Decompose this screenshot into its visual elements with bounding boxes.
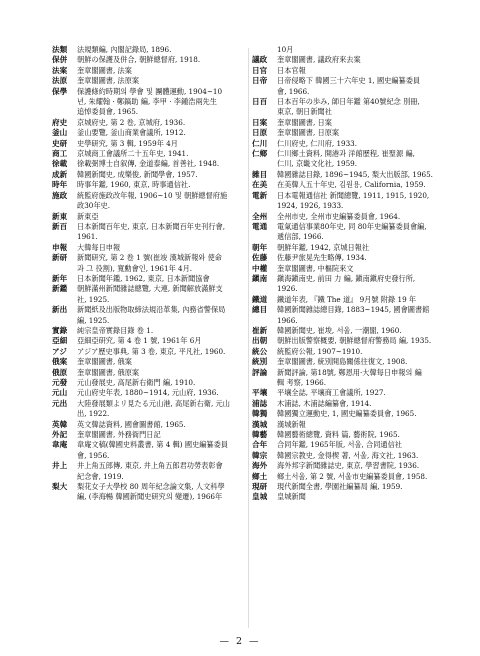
abbreviation-label: 鄉土: [252, 471, 268, 481]
source-description: 平壤全誌, 平壤商工會議所, 1927.: [277, 388, 386, 398]
abbreviation-label: 佐藤: [252, 253, 268, 263]
source-description: 韓國藝術總覽, 資料 篇, 藝術院, 1965.: [277, 430, 400, 440]
abbreviation-entry: [52, 212, 244, 222]
abbreviation-label: 議政: [252, 55, 268, 65]
abbreviation-label: 漢城: [252, 419, 268, 429]
abbreviation-label: 韓獨: [252, 409, 268, 419]
abbreviation-label: 俄案: [52, 357, 68, 367]
abbreviation-entry: [252, 191, 452, 212]
abbreviation-entry: [252, 420, 452, 430]
source-description: 木浦誌, 木浦誌編纂會, 1914.: [277, 398, 372, 408]
abbreviation-entry: [252, 440, 452, 450]
abbreviation-entry: [252, 66, 452, 76]
source-description: 鐵道年表, 『鐵 The 道』 9月號 附錄 19 年: [277, 294, 417, 304]
abbreviation-label: 元發: [52, 378, 68, 387]
abbreviation-label: 電通: [252, 221, 268, 231]
abbreviation-label: 日原: [252, 128, 268, 138]
abbreviation-entry: [252, 295, 452, 305]
abbreviation-entry: [52, 76, 244, 86]
abbreviation-label: 全州: [252, 211, 268, 221]
source-description: 統監府公報, 1907~1910.: [277, 346, 363, 356]
source-description: 釜山要覽, 釜山商業會議所, 1912.: [77, 128, 186, 138]
abbreviation-entry: [252, 97, 452, 118]
abbreviation-entry: [252, 430, 452, 440]
abbreviation-entry: [252, 472, 452, 482]
abbreviation-entry: [252, 388, 452, 398]
source-description: 奎章閣圖書, 法原案: [77, 76, 140, 86]
source-description: 大陸發展類よリ見たる元山港, 高尾新右衛, 元山 出, 1922.: [77, 398, 230, 419]
abbreviation-label: 新東: [52, 211, 68, 221]
abbreviation-label: [252, 45, 277, 55]
abbreviation-label: 申報: [52, 242, 68, 252]
abbreviation-entry: [52, 180, 244, 190]
source-description: 韓國獨立運動史, 1, 國史編纂委員會, 1965.: [277, 409, 417, 419]
source-description: 日本新聞百年史, 東京, 日本新聞百年史刊行會, 1961.: [77, 221, 225, 242]
abbreviation-entry: [252, 118, 452, 128]
abbreviation-label: 亞細: [52, 336, 68, 346]
abbreviation-entry: [52, 55, 244, 65]
column-divider: [248, 48, 249, 628]
abbreviation-label: 史研: [52, 138, 68, 148]
abbreviation-label: 施政: [52, 190, 68, 200]
abbreviation-entry: [52, 274, 244, 284]
source-description: 朝鮮の保護及併合, 朝鮮總督府, 1918.: [77, 55, 201, 65]
abbreviation-label: 韓宗: [252, 450, 268, 460]
source-description: 10月: [277, 45, 294, 54]
abbreviation-entry: [252, 180, 452, 190]
abbreviation-entry: [52, 66, 244, 76]
abbreviation-label: 出朝: [252, 336, 268, 346]
source-description: 史學研究, 第 3 輯, 1959年 4月: [77, 138, 178, 148]
abbreviation-label: 日百: [252, 97, 268, 107]
abbreviation-entry: [252, 253, 452, 263]
abbreviation-label: 現研: [252, 482, 268, 492]
abbreviation-entry: [52, 87, 244, 118]
abbreviation-entry: [52, 305, 244, 326]
abbreviation-entry: [252, 274, 452, 295]
abbreviation-label: 保學: [52, 86, 68, 96]
source-description: 韓國新聞史, 成樂俊, 新聞學會, 1957.: [77, 169, 198, 179]
abbreviation-entry: [252, 76, 452, 97]
abbreviation-label: 元出: [52, 398, 68, 408]
source-description: 海外邦字新聞雜誌史, 東京, 學習書院, 1936.: [277, 461, 420, 471]
source-description: 朝鮮出版警察概要, 朝鮮總督府警務局 編, 1935.: [277, 336, 432, 346]
abbreviation-label: 法類: [52, 45, 68, 54]
abbreviation-entry: [52, 159, 244, 169]
abbreviation-label: 中權: [252, 263, 268, 273]
abbreviation-label: 仁川: [252, 138, 268, 148]
abbreviation-entry: [252, 305, 452, 326]
abbreviation-label: 合年: [252, 440, 268, 450]
source-description: 奎章閣圖書, 俄原案: [77, 367, 140, 377]
abbreviation-label: 電新: [252, 190, 268, 200]
source-description: 新聞評論, 第18號, 鄭恩用·大韓每日申報의 編 輯 考察, 1966.: [277, 367, 422, 387]
source-description: 日帝侵略下 韓國三十六年史 1, 國史編纂委員 會, 1966.: [277, 76, 421, 96]
abbreviation-label: 日案: [252, 117, 268, 127]
abbreviation-label: 新出: [52, 305, 68, 315]
source-description: 井上角五郎傳, 東京, 井上角五郎君功勞表彰會 紀念會, 1919.: [77, 461, 223, 481]
abbreviation-label: 新百: [52, 221, 68, 231]
source-description: 韓國新聞雜誌總目錄, 1883~1945, 國會圖書館 1966.: [277, 305, 430, 325]
abbreviation-entry: [252, 461, 452, 471]
abbreviation-entry: [252, 399, 452, 409]
source-description: 統監府施政改年報, 1906~10 및 朝鮮總督府施 政30年史.: [77, 190, 228, 211]
abbreviation-entry: [252, 492, 452, 502]
abbreviation-entry: [252, 336, 452, 346]
abbreviation-label: 日帝: [252, 76, 268, 86]
abbreviation-entry: [252, 55, 452, 65]
source-description: 鎭海鎭南史, 前田 力 編, 鎭南鎭府史發行所, 1926.: [277, 273, 416, 294]
source-description: 在美韓人五十年史, 김원용, California, 1959.: [277, 180, 426, 190]
abbreviation-entry: [252, 482, 452, 492]
source-description: 奎章閣圖書, 日案: [277, 117, 332, 127]
abbreviation-entry: [52, 243, 244, 253]
abbreviation-label: 新年: [52, 273, 68, 283]
source-description: 奎章閣圖書, 議政府來去案: [277, 55, 361, 65]
abbreviation-entry: [52, 430, 244, 440]
abbreviation-entry: [52, 461, 244, 482]
source-description: 法規類編, 內閣記錄局, 1896.: [77, 45, 172, 54]
abbreviation-entry: [252, 243, 452, 253]
source-description: 全州市史, 全州市史編纂委員會, 1964.: [277, 211, 401, 221]
abbreviation-label: 俄原: [52, 367, 68, 377]
source-description: 奎章閣圖書, 統別開島關係往復文, 1908.: [277, 357, 408, 367]
abbreviation-entry: [52, 326, 244, 336]
abbreviation-label: 保併: [52, 55, 68, 65]
abbreviation-label: 海外: [252, 461, 268, 471]
source-description: 鄉土서울, 第 2 號, 서울市史編纂委員會, 1958.: [277, 471, 428, 481]
abbreviation-label: 新鑑: [52, 284, 68, 294]
abbreviation-label: 仁鄉: [252, 149, 268, 159]
abbreviation-label: 浦誌: [252, 398, 268, 408]
abbreviation-label: 日官: [252, 65, 268, 75]
page-number: — 2 —: [219, 636, 261, 647]
abbreviation-label: 鎭南: [252, 273, 268, 283]
abbreviation-label: 法原: [52, 76, 68, 86]
abbreviation-entry: [52, 118, 244, 128]
abbreviation-label: 法案: [52, 65, 68, 75]
abbreviation-entry: [252, 264, 452, 274]
source-description: 大韓每日申報: [77, 242, 121, 252]
abbreviation-entry: [252, 357, 452, 367]
source-description: 奎章閣圖書, 中樞院來文: [277, 263, 354, 273]
abbreviation-label: 新研: [52, 253, 68, 263]
source-description: 朝鮮滿州新聞雜誌總覽, 大連, 新聞解放滿鮮支 社, 1925.: [77, 284, 223, 304]
abbreviation-entry: [252, 139, 452, 149]
source-description: 仁川鄉土資料, 開港과 洋館歷程, 崔聖源 編, 仁川, 京畿文化社, 1959.: [277, 149, 415, 169]
abbreviation-entry: [252, 347, 452, 357]
abbreviation-label: 府史: [52, 117, 68, 127]
abbreviation-label: アジ: [52, 346, 67, 356]
abbreviation-label: 統公: [252, 346, 268, 356]
right-column: [252, 45, 452, 503]
abbreviation-label: 評論: [252, 367, 268, 377]
abbreviation-entry: [52, 222, 244, 243]
source-description: 日本官報: [277, 65, 306, 75]
abbreviation-entry: [52, 440, 244, 461]
abbreviation-entry: [52, 357, 244, 367]
abbreviation-entry: [252, 128, 452, 138]
abbreviation-label: 在美: [252, 180, 268, 190]
abbreviation-entry: [52, 420, 244, 430]
source-description: 合同年鑑, 1965年版, 서울, 合同通信社: [277, 440, 402, 450]
source-description: 皇城新聞: [277, 492, 306, 502]
abbreviation-label: 梨大: [52, 482, 68, 492]
source-description: アジア歷史事典, 第 3 卷, 東京, 平凡社, 1960.: [77, 346, 226, 356]
source-description: 韋庵文稿(韓國史料叢書, 第 4 輯) 國史編纂委員 會, 1956.: [77, 440, 228, 460]
source-description: 亞細亞研究, 第 4 卷 1 號, 1961年 6月: [77, 336, 202, 346]
abbreviation-label: 雜目: [252, 169, 268, 179]
abbreviation-entry: [252, 149, 452, 170]
source-description: 奎章閣圖書, 外務衙門日記: [77, 430, 161, 440]
source-description: 元山發展史, 高尾新右衛門 編, 1910.: [77, 378, 196, 387]
source-description: 日本百年の歩み, 師日年鑑 第40號紀念 別冊, 東京, 朝日新聞社: [277, 97, 420, 117]
source-description: 徐載弼博士自叙傳, 金道泰編, 首善社, 1948.: [77, 159, 220, 169]
abbreviation-label: 商工: [52, 149, 68, 159]
source-description: 奎章閣圖書, 日原案: [277, 128, 340, 138]
source-description: 韓國雜誌目錄, 1896~1945, 梨大出版部, 1965.: [277, 169, 433, 179]
abbreviation-entry: [52, 45, 244, 55]
source-description: 韓國宗教史, 金得楔 著, 서울, 海文社, 1963.: [277, 450, 419, 460]
abbreviation-entry: [252, 451, 452, 461]
abbreviation-entry: [252, 368, 452, 389]
abbreviation-entry: [52, 336, 244, 346]
abbreviation-entry: [252, 409, 452, 419]
abbreviation-entry: [52, 139, 244, 149]
source-description: 朝鮮年鑑, 1942, 京城日報社: [277, 242, 370, 252]
source-description: 京城府史, 第 2 卷, 京城府, 1936.: [77, 117, 186, 127]
abbreviation-label: 崔新: [252, 325, 268, 335]
abbreviation-entry: [252, 212, 452, 222]
source-description: 元山府史年表, 1880~1914, 元山府, 1936.: [77, 388, 219, 398]
source-description: 新聞紙及出版物取締法規沿革集, 內務省警保局 編, 1925.: [77, 305, 226, 325]
abbreviation-label: 鐵道: [252, 294, 268, 304]
source-description: 佐藤尹旅晃先生略傳, 1934.: [277, 253, 367, 263]
abbreviation-entry: [252, 326, 452, 336]
abbreviation-entry: [52, 149, 244, 159]
source-description: 日本新聞年鑑, 1962, 東京, 日本新聞協會: [77, 273, 210, 283]
abbreviation-label: 朝年: [252, 242, 268, 252]
abbreviation-label: 釜山: [52, 128, 68, 138]
source-description: 英文韓誌資料, 國會圖書館, 1965.: [77, 419, 186, 429]
source-description: 日本電報通信社 新聞總覽, 1911, 1915, 1920, 1924, 1926, 1933.: [277, 190, 430, 211]
abbreviation-entry: [52, 482, 244, 503]
source-description: 奎章閣圖書, 法案: [77, 65, 132, 75]
source-description: 梨花女子大學校 80 周年紀念論文集, 人文科學 編, (李海暢 韓國新聞史研究의 變遷), 1966年: [77, 482, 225, 502]
abbreviation-entry: [52, 284, 244, 305]
source-description: 保護條約時期의 學會 및 團體運動, 1904~10 년, 朱耀翰 · 鄭鎬助 編, 李甲 · 李鍾浩兩先生 追悼委員會, 1965.: [77, 86, 223, 117]
source-description: 韓國新聞史, 崔埈, 서울, 一潮閣, 1960.: [277, 325, 402, 335]
abbreviation-entry: [252, 222, 452, 243]
source-description: 京城商工會議所二十五年史, 1941.: [77, 149, 189, 159]
abbreviation-entry: [252, 170, 452, 180]
source-description: 時事年鑑, 1960, 東京, 時事通信社.: [77, 180, 191, 190]
abbreviation-entry: [252, 45, 452, 55]
abbreviation-label: 時年: [52, 180, 68, 190]
abbreviation-label: 實錄: [52, 325, 68, 335]
abbreviation-entry: [52, 378, 244, 388]
abbreviation-label: 總目: [252, 305, 268, 315]
abbreviation-label: 成新: [52, 169, 68, 179]
source-description: 電氣通信事業80年史, 同 80年史編纂委員會編, 遞信部, 1966.: [277, 221, 427, 242]
source-description: 新東亞: [77, 211, 99, 221]
abbreviation-label: 統別: [252, 357, 268, 367]
source-description: 純宗皇帝實錄目錄 卷 1.: [77, 325, 154, 335]
abbreviation-entry: [52, 170, 244, 180]
abbreviation-label: 外記: [52, 430, 68, 440]
source-description: 奎章閣圖書, 俄案: [77, 357, 132, 367]
source-description: 漢城新報: [277, 419, 306, 429]
abbreviation-label: 井上: [52, 461, 68, 471]
source-description: 仁川府史, 仁川府, 1933.: [277, 138, 358, 148]
abbreviation-entry: [52, 399, 244, 420]
abbreviation-label: 英韓: [52, 419, 68, 429]
left-column: [52, 45, 244, 503]
abbreviation-entry: [52, 128, 244, 138]
abbreviation-label: 元山: [52, 388, 68, 398]
abbreviation-label: 皇城: [252, 492, 268, 502]
abbreviation-entry: [52, 191, 244, 212]
source-description: 現代新聞全書, 學園社編纂局 編, 1959.: [277, 482, 403, 492]
abbreviation-label: 平壤: [252, 388, 268, 398]
abbreviation-entry: [52, 253, 244, 274]
abbreviation-label: 韓藝: [252, 430, 268, 440]
abbreviation-label: 韋庵: [52, 440, 68, 450]
abbreviation-entry: [52, 368, 244, 378]
abbreviation-label: 徐載: [52, 159, 68, 169]
abbreviation-entry: [52, 347, 244, 357]
abbreviation-entry: [52, 388, 244, 398]
source-description: 新聞研究, 第 2 卷 1 號(崔竣 漢城新報와 使命 과 그 役割), 寬勳會인, 1961年 4月.: [77, 253, 222, 273]
